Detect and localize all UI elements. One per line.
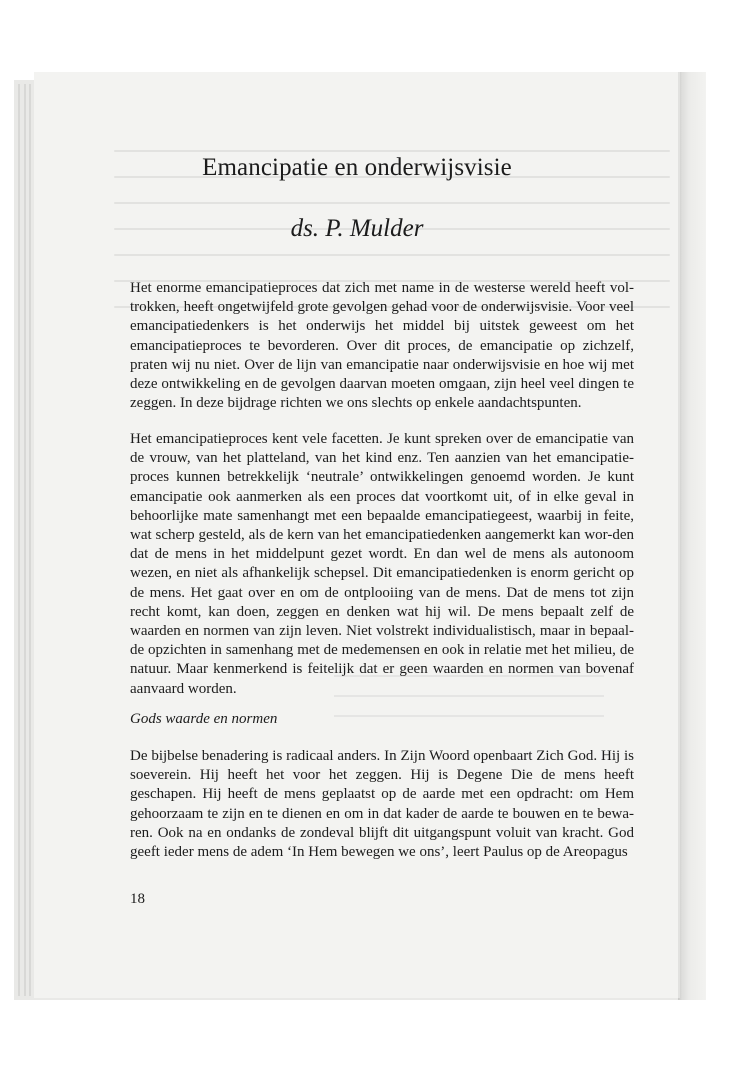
book-page bbox=[34, 72, 680, 998]
author-name: ds. P. Mulder bbox=[290, 215, 424, 242]
page-number: 18 bbox=[130, 891, 145, 907]
page-title: Emancipatie en onderwijsvisie bbox=[202, 154, 512, 181]
body-paragraph: Het emancipatieproces kent vele facetten. Je kunt spreken over de emancipatie van de vrouw, van het platteland, van het kind enz. Ten aanzien van het emancipatie-proces kunnen betrekkelijk ‘neutrale’ ontwikkelingen genoemd worden. Je kunt emancipatie ook aanmerken als een proces dat voortkomt uit, of in elke geval in behoorlijke mate samenhangt met een bepaalde emancipatiegeest, waarbij in feite, wat scherp gesteld, als de kern van het emancipatiedenken aangemerkt kan wor-den dat de mens in het middelpunt gezet wordt. En dan wel de mens als autonoom wezen, en niet als afhankelijk schepsel. Dit emancipatiedenken is enorm gericht op de mens. Het gaat over en om de ontplooiing van de mens. Dat de mens tot zijn recht komt, kan doen, zeggen en denken wat hij wil. De mens bepaalt zelf de waarden en normen van zijn leven. Niet volstrekt individualistisch, maar in bepaal-de opzichten in samenhang met de medemensen en ook in relatie met het milieu, de natuur. Maar kenmerkend is feitelijk dat er geen waarden en normen van bovenaf aanvaard worden. bbox=[130, 431, 634, 697]
page-edge bbox=[24, 84, 26, 996]
page-edge bbox=[18, 84, 20, 996]
body-paragraph: Het enorme emancipatieproces dat zich met name in de westerse wereld heeft vol-trokken, heeft ongetwijfeld grote gevolgen gehad voor de onderwijsvisie. Voor veel emancipatiedenkers is het onderwijs het middel bij uitstek geweest om het emancipatieproces te bevorderen. Over dit proces, de emancipatie op zichzelf, praten wij nu niet. Over de lijn van emancipatie naar onderwijsvisie en hoe wij met deze ontwikkeling en de gevolgen daarvan moeten omgaan, zijn heel veel dingen te zeggen. In deze bijdrage richten we ons slechts op enkele aandachtspunten. bbox=[130, 280, 634, 412]
page-edge bbox=[29, 84, 31, 996]
section-heading: Gods waarde en normen bbox=[130, 711, 278, 727]
book-right-edge bbox=[678, 72, 706, 1000]
body-paragraph: De bijbelse benadering is radicaal anders. In Zijn Woord openbaart Zich God. Hij is soeverein. Hij heeft het voor het zeggen. Hij is Degene Die de mens heeft geschapen. Hij heeft de mens geplaatst op de aarde met een opdracht: om Hem gehoorzaam te zijn en te dienen en om in dat kader de aarde te bouwen en te bewa-ren. Ook na en ondanks de zondeval blijft dit uitgangspunt voluit van kracht. God geeft ieder mens de adem ‘In Hem bewegen we ons’, leert Paulus op de Areopagus bbox=[130, 748, 634, 861]
